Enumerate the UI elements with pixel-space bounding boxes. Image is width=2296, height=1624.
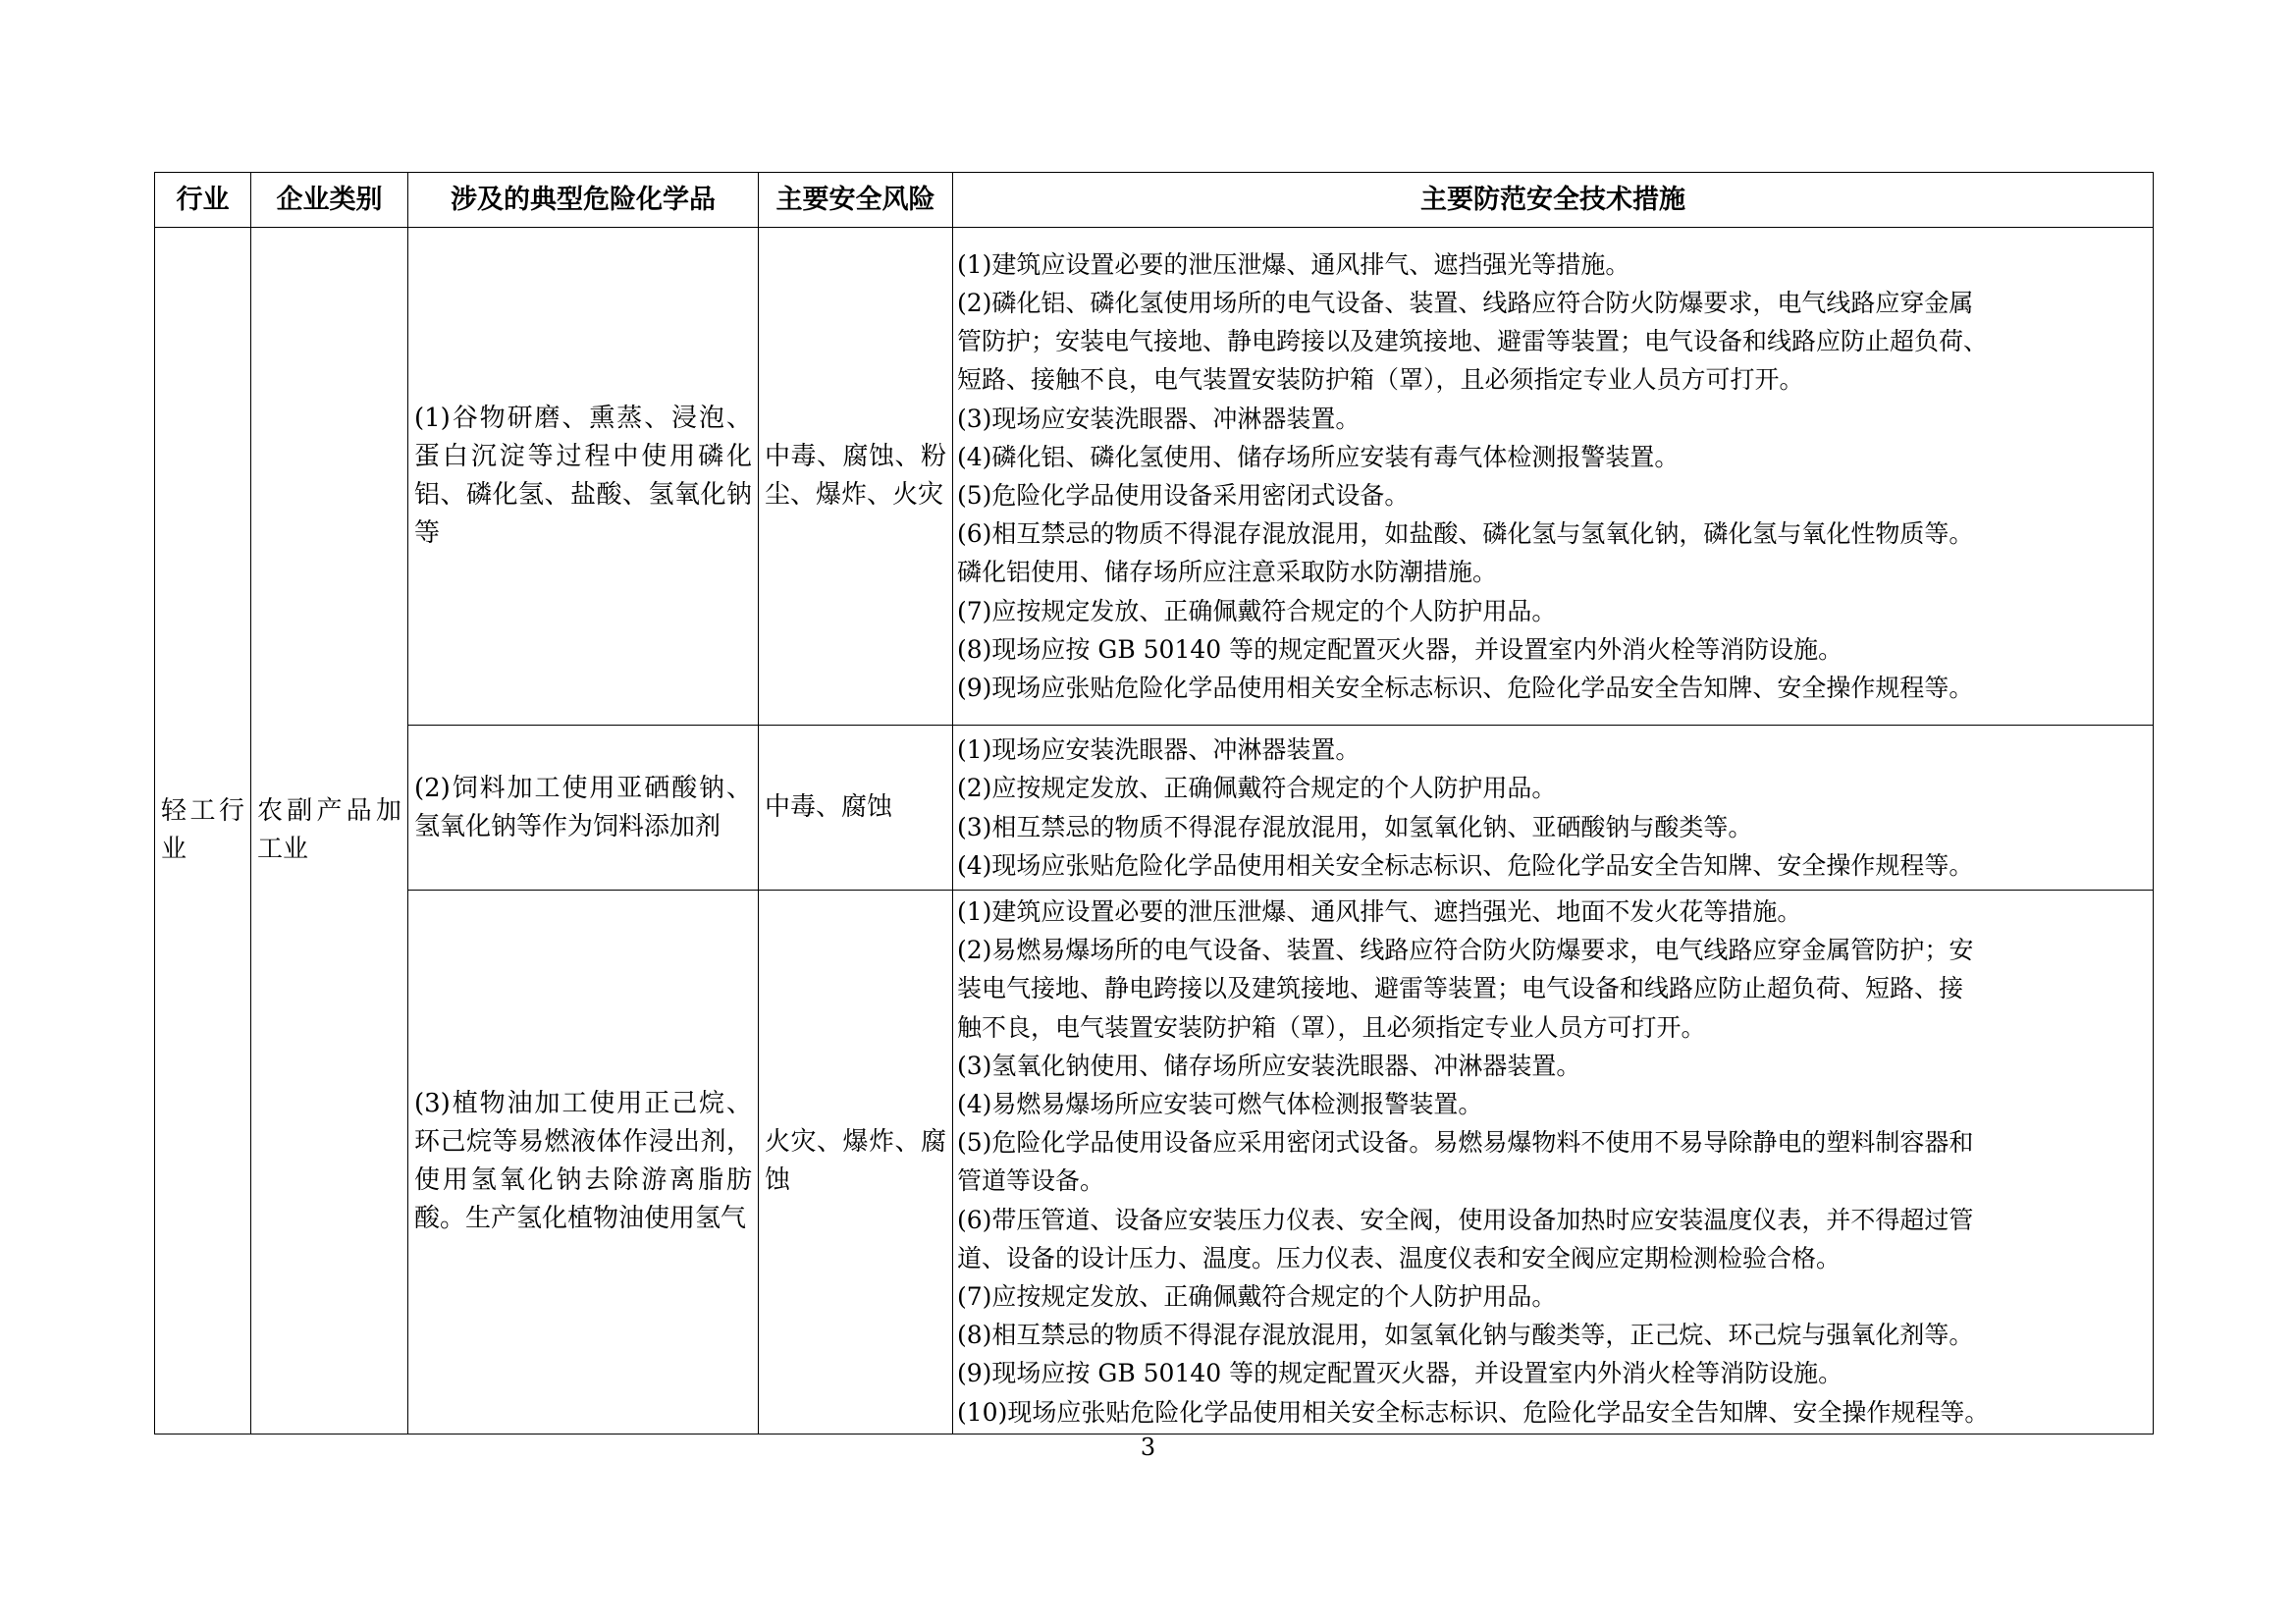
measure-line: (9)现场应按 GB 50140 等的规定配置灭火器，并设置室内外消火栓等消防设施。 xyxy=(957,1359,1843,1388)
table-row xyxy=(155,228,2154,726)
measure-line: (8)相互禁忌的物质不得混存混放混用，如氢氧化钠与酸类等，正己烷、环己烷与强氧化剂等。 xyxy=(957,1321,1974,1350)
risks-cell: 中毒、腐蚀 xyxy=(759,726,953,891)
measure-line: (3)氢氧化钠使用、储存场所应安装洗眼器、冲淋器装置。 xyxy=(957,1051,1581,1080)
measure-line: (3)相互禁忌的物质不得混存混放混用，如氢氧化钠、亚硒酸钠与酸类等。 xyxy=(957,812,1753,841)
measure-line: (9)现场应张贴危险化学品使用相关安全标志标识、危险化学品安全告知牌、安全操作规程等。 xyxy=(957,674,1974,703)
header-row xyxy=(155,173,2154,228)
measure-line: (4)现场应张贴危险化学品使用相关安全标志标识、危险化学品安全告知牌、安全操作规程等。 xyxy=(957,850,1974,880)
measure-line: (7)应按规定发放、正确佩戴符合规定的个人防护用品。 xyxy=(957,1282,1557,1312)
category-cell: 农副产品加工业 xyxy=(251,228,408,1435)
measure-line: (1)建筑应设置必要的泄压泄爆、通风排气、遮挡强光等措施。 xyxy=(957,249,1630,279)
chemicals-cell: (3)植物油加工使用正己烷、环己烷等易燃液体作浸出剂，使用氢氧化钠去除游离脂肪酸。生产氢化植物油使用氢气 xyxy=(408,891,759,1435)
measure-line: 装电气接地、静电跨接以及建筑接地、避雷等装置；电气设备和线路应防止超负荷、短路、接 xyxy=(957,974,1964,1003)
measure-line: 管防护；安装电气接地、静电跨接以及建筑接地、避雷等装置；电气设备和线路应防止超负荷、 xyxy=(957,327,1989,356)
measure-line: (5)危险化学品使用设备应采用密闭式设备。易燃易爆物料不使用不易导除静电的塑料制容器和 xyxy=(957,1128,1974,1158)
header-measures: 主要防范安全技术措施 xyxy=(953,173,2154,228)
measure-line: 道、设备的设计压力、温度。压力仪表、温度仪表和安全阀应定期检测检验合格。 xyxy=(957,1243,1842,1272)
measure-line: (10)现场应张贴危险化学品使用相关安全标志标识、危险化学品安全告知牌、安全操作规程等。 xyxy=(957,1397,1990,1427)
measure-line: (1)建筑应设置必要的泄压泄爆、通风排气、遮挡强光、地面不发火花等措施。 xyxy=(957,897,1802,926)
safety-measures-table xyxy=(154,172,2154,1435)
header-industry: 行业 xyxy=(155,173,251,228)
measure-line: (4)易燃易爆场所应安装可燃气体检测报警装置。 xyxy=(957,1090,1483,1119)
measure-line: 磷化铝使用、储存场所应注意采取防水防潮措施。 xyxy=(957,558,1498,587)
chemicals-cell: (2)饲料加工使用亚硒酸钠、氢氧化钠等作为饲料添加剂 xyxy=(408,726,759,891)
page-number: 3 xyxy=(1140,1434,1156,1461)
measure-line: 短路、接触不良，电气装置安装防护箱（罩），且必须指定专业人员方可打开。 xyxy=(957,365,1804,395)
header-chemicals: 涉及的典型危险化学品 xyxy=(408,173,759,228)
measure-line: (5)危险化学品使用设备采用密闭式设备。 xyxy=(957,481,1410,510)
measure-line: (1)现场应安装洗眼器、冲淋器装置。 xyxy=(957,735,1361,765)
measures-cell xyxy=(953,228,2154,726)
measure-line: (2)磷化铝、磷化氢使用场所的电气设备、装置、线路应符合防火防爆要求，电气线路应穿金属 xyxy=(957,288,1974,317)
chemicals-cell: (1)谷物研磨、熏蒸、浸泡、蛋白沉淀等过程中使用磷化铝、磷化氢、盐酸、氢氧化钠等 xyxy=(408,228,759,726)
measure-line: (6)相互禁忌的物质不得混存混放混用，如盐酸、磷化氢与氢氧化钠，磷化氢与氧化性物质等。 xyxy=(957,519,1974,549)
industry-cell: 轻工行业 xyxy=(155,228,251,1435)
measure-line: (4)磷化铝、磷化氢使用、储存场所应安装有毒气体检测报警装置。 xyxy=(957,442,1680,471)
measure-line: 触不良，电气装置安装防护箱（罩），且必须指定专业人员方可打开。 xyxy=(957,1012,1706,1042)
header-risks: 主要安全风险 xyxy=(759,173,953,228)
measures-cell xyxy=(953,891,2154,1435)
risks-cell: 火灾、爆炸、腐蚀 xyxy=(759,891,953,1435)
table-row xyxy=(155,891,2154,1435)
risks-cell: 中毒、腐蚀、粉尘、爆炸、火灾 xyxy=(759,228,953,726)
measures-cell xyxy=(953,726,2154,891)
measure-line: (3)现场应安装洗眼器、冲淋器装置。 xyxy=(957,404,1361,433)
measure-line: (7)应按规定发放、正确佩戴符合规定的个人防护用品。 xyxy=(957,596,1557,625)
measure-line: 管道等设备。 xyxy=(957,1166,1105,1196)
measure-line: (2)易燃易爆场所的电气设备、装置、线路应符合防火防爆要求，电气线路应穿金属管防护；安 xyxy=(957,936,1974,965)
measure-line: (6)带压管道、设备应安装压力仪表、安全阀，使用设备加热时应安装温度仪表，并不得超过管 xyxy=(957,1205,1974,1234)
header-category: 企业类别 xyxy=(251,173,408,228)
table-row xyxy=(155,726,2154,891)
measure-line: (2)应按规定发放、正确佩戴符合规定的个人防护用品。 xyxy=(957,774,1557,803)
measure-line: (8)现场应按 GB 50140 等的规定配置灭火器，并设置室内外消火栓等消防设施。 xyxy=(957,634,1843,664)
